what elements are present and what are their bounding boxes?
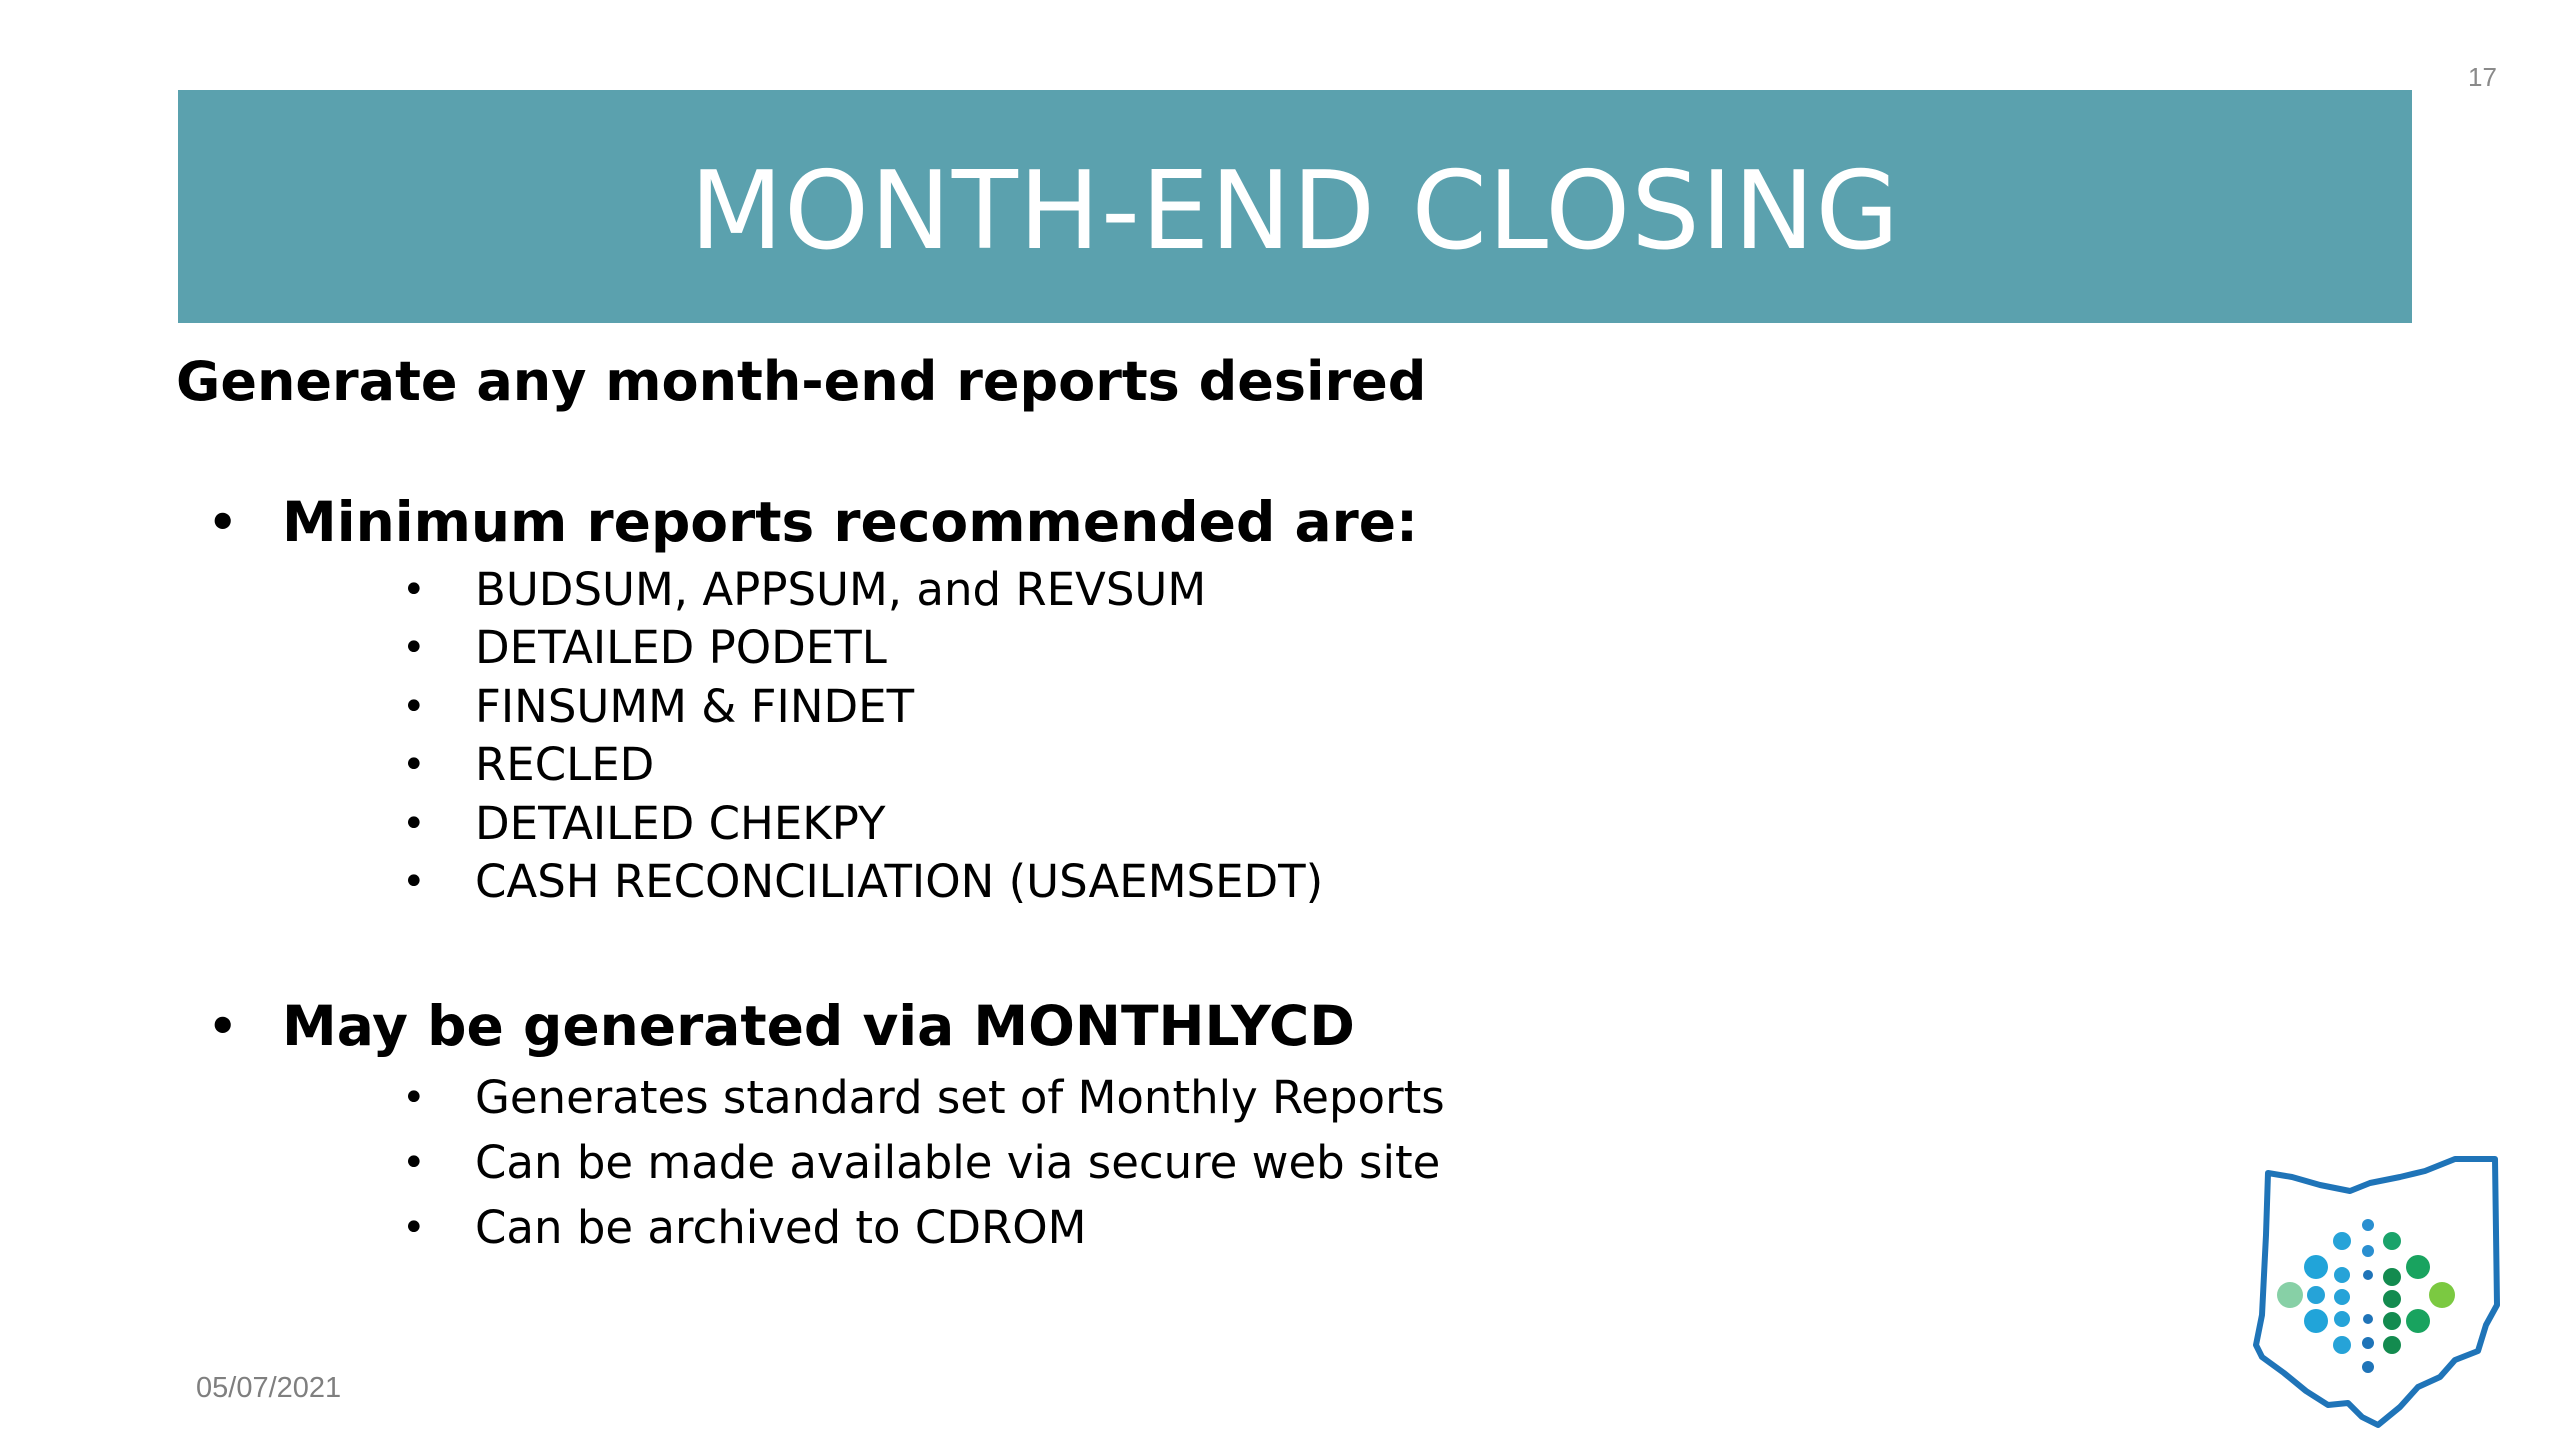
list-item-label: Can be made available via secure web site <box>475 1136 1441 1189</box>
bullet-icon: • <box>208 495 238 549</box>
ohio-logo-icon <box>2250 1155 2510 1430</box>
list-item <box>402 1071 1445 1124</box>
list-item <box>402 738 654 791</box>
bullet-icon: • <box>402 1139 426 1186</box>
bullet-icon: • <box>402 683 426 730</box>
list-item-label: Can be archived to CDROM <box>475 1201 1087 1254</box>
slide-date: 05/07/2021 <box>196 1372 342 1404</box>
list-item-label: DETAILED PODETL <box>475 621 887 674</box>
section-heading-label: May be generated via MONTHLYCD <box>282 994 1355 1058</box>
section-heading-minimum-reports <box>208 490 1418 554</box>
list-item-label: BUDSUM, APPSUM, and REVSUM <box>475 563 1207 616</box>
list-item-label: CASH RECONCILIATION (USAEMSEDT) <box>475 855 1324 908</box>
bullet-icon: • <box>402 566 426 613</box>
list-item-label: RECLED <box>475 738 655 791</box>
list-item-label: DETAILED CHEKPY <box>475 797 886 850</box>
list-item <box>402 1136 1440 1189</box>
section-heading-label: Minimum reports recommended are: <box>282 490 1419 554</box>
slide-number: 17 <box>2468 62 2497 92</box>
slide-subtitle: Generate any month-end reports desired <box>176 350 1427 413</box>
bullet-icon: • <box>402 624 426 671</box>
list-item <box>402 797 885 850</box>
list-item <box>402 855 1323 908</box>
list-item <box>402 563 1206 616</box>
bullet-icon: • <box>402 800 426 847</box>
list-item <box>402 1201 1086 1254</box>
bullet-icon: • <box>208 999 238 1053</box>
bullet-icon: • <box>402 858 426 905</box>
bullet-icon: • <box>402 1074 426 1121</box>
title-banner <box>178 90 2412 323</box>
list-item <box>402 680 914 733</box>
list-item-label: Generates standard set of Monthly Reports <box>475 1071 1445 1124</box>
slide-title: MONTH-END CLOSING <box>689 149 1901 274</box>
list-item-label: FINSUMM & FINDET <box>475 680 915 733</box>
list-item <box>402 621 887 674</box>
section-heading-monthlycd <box>208 994 1355 1058</box>
bullet-icon: • <box>402 1204 426 1251</box>
bullet-icon: • <box>402 741 426 788</box>
